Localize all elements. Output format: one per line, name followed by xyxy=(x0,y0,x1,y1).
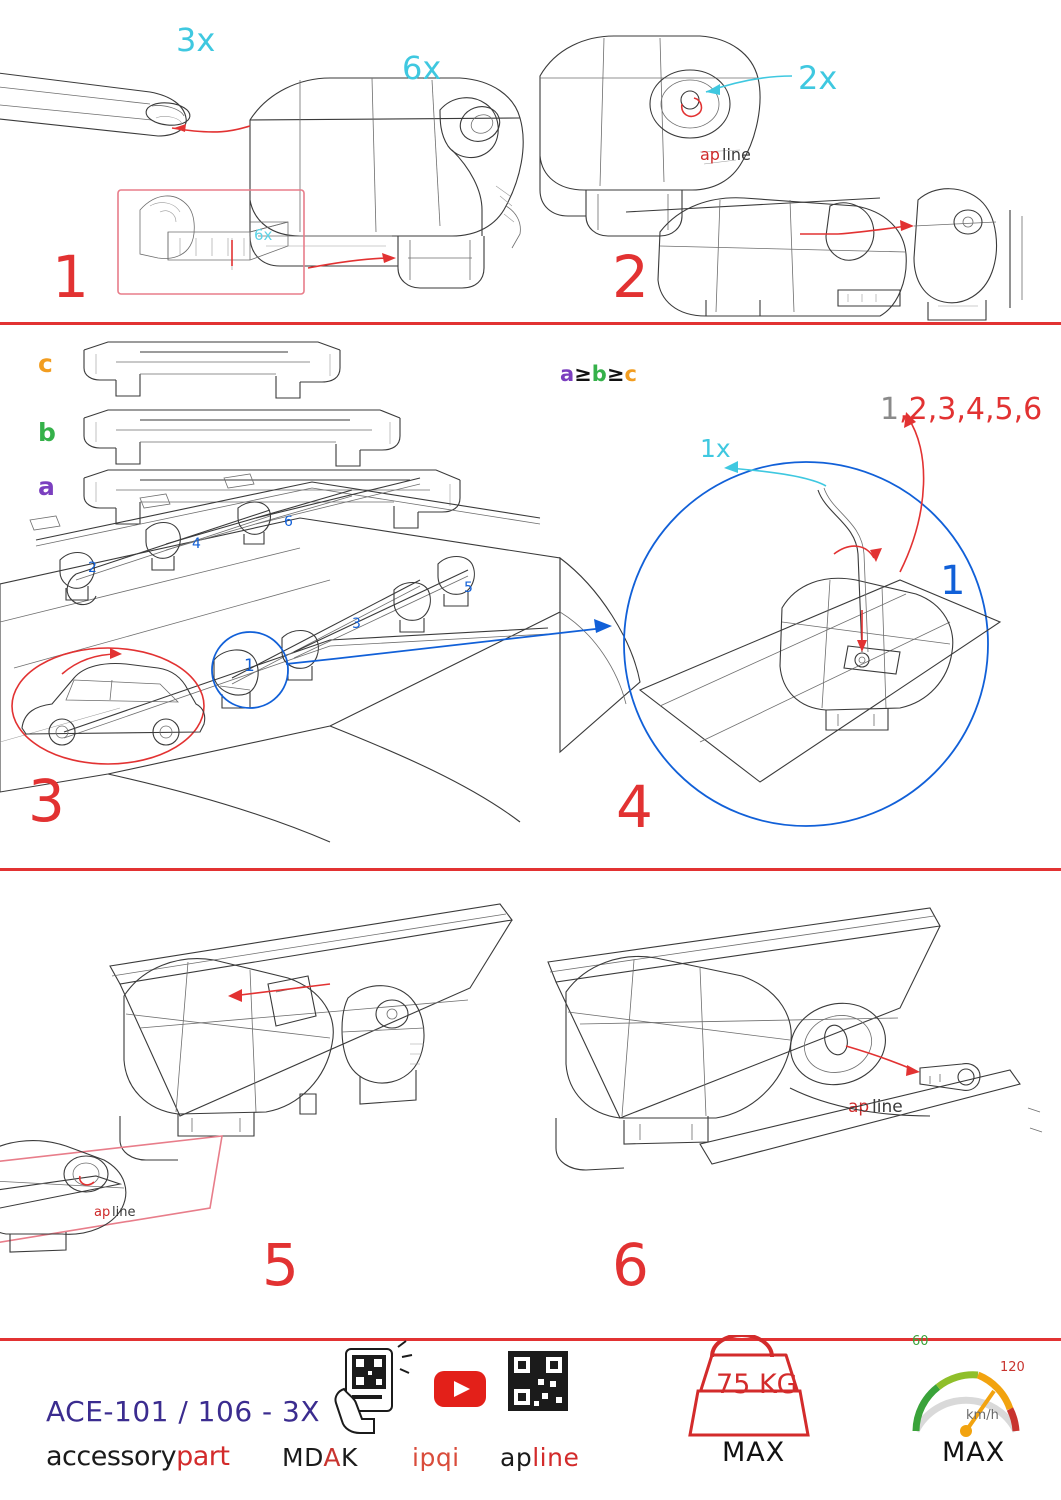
crossbar-drawing xyxy=(0,72,191,136)
step-number-2: 2 xyxy=(612,243,648,311)
speed-max-tick: 120 xyxy=(1000,1360,1025,1375)
brand-mdak-accent: A xyxy=(323,1443,341,1472)
step-number-3: 3 xyxy=(28,767,64,835)
brand-mdak-pre: MD xyxy=(282,1443,324,1472)
rule-ge-2: ≥ xyxy=(606,362,625,386)
pad-inset-box xyxy=(118,190,304,294)
bar-variant-b xyxy=(84,410,400,466)
brand-apline-pre: ap xyxy=(500,1443,533,1472)
rule-part-b: b xyxy=(591,362,607,386)
rule-part-c: c xyxy=(624,362,637,386)
rule-ge-1: ≥ xyxy=(574,362,592,386)
step-1-2-illustration xyxy=(0,0,1061,322)
qr-code-icon xyxy=(508,1351,568,1411)
step-number-4: 4 xyxy=(616,773,652,841)
brand-accessory-text: accessory xyxy=(46,1441,177,1472)
step-5-inset xyxy=(0,1136,222,1252)
car-roof-assembly xyxy=(0,474,640,842)
callout-bar-quantity: 3x xyxy=(176,21,216,59)
qr-code-hand-icon xyxy=(335,1341,412,1433)
youtube-icon xyxy=(434,1371,486,1407)
callout-lever-quantity: 1x xyxy=(700,434,731,463)
step-number-6: 6 xyxy=(612,1231,648,1299)
max-speed-label: MAX xyxy=(942,1437,1006,1468)
max-weight-label: MAX xyxy=(722,1437,786,1468)
svg-text:ap: ap xyxy=(94,1205,111,1220)
svg-text:line: line xyxy=(872,1097,903,1117)
svg-text:line: line xyxy=(722,145,751,164)
step-number-1: 1 xyxy=(52,243,88,311)
rule-part-a: a xyxy=(560,362,575,386)
roof-marker-5: 5 xyxy=(464,580,473,596)
tightening-order xyxy=(880,392,1042,427)
brand-ipqi: ipqi xyxy=(412,1443,460,1472)
bar-variant-c xyxy=(84,342,340,398)
step-4-detail xyxy=(624,412,1000,826)
step-5-detail xyxy=(0,904,512,1338)
order-first-digit: 1 xyxy=(880,392,900,427)
speed-min-tick: 60 xyxy=(912,1334,929,1349)
order-rest: ,2,3,4,5,6 xyxy=(899,392,1043,427)
brand-part-text: part xyxy=(176,1441,230,1472)
model-code: ACE-101 / 106 - 3X xyxy=(46,1395,321,1428)
roof-marker-3: 3 xyxy=(352,616,361,632)
variant-rule xyxy=(560,362,637,386)
roof-marker-2: 2 xyxy=(88,560,97,576)
brand-mdak-post: K xyxy=(341,1443,358,1472)
callout-pad-quantity: 6x xyxy=(254,226,273,244)
svg-text:ap: ap xyxy=(700,145,720,164)
callout-endcap-quantity: 2x xyxy=(798,59,838,97)
variant-label-c: c xyxy=(38,349,53,378)
roof-marker-4: 4 xyxy=(192,536,201,552)
step-4-index: 1 xyxy=(940,558,966,604)
variant-label-a: a xyxy=(38,472,55,501)
roof-marker-1: 1 xyxy=(244,656,255,676)
callout-foot-quantity: 6x xyxy=(402,49,442,87)
car-thumbnail xyxy=(12,648,205,764)
svg-text:ap: ap xyxy=(848,1097,870,1117)
step-6-detail xyxy=(548,908,1042,1170)
speed-unit-label: km/h xyxy=(966,1408,999,1423)
max-speed-icon xyxy=(916,1375,1016,1437)
max-weight-value: 75 KG xyxy=(716,1369,798,1400)
step-5-6-illustration xyxy=(0,868,1061,1338)
footer-icons xyxy=(0,1335,1061,1500)
step-number-5: 5 xyxy=(262,1231,298,1299)
svg-text:line: line xyxy=(112,1205,136,1220)
roof-marker-6: 6 xyxy=(284,514,293,530)
variant-label-b: b xyxy=(38,418,56,447)
brand-apline-accent: line xyxy=(532,1443,580,1472)
